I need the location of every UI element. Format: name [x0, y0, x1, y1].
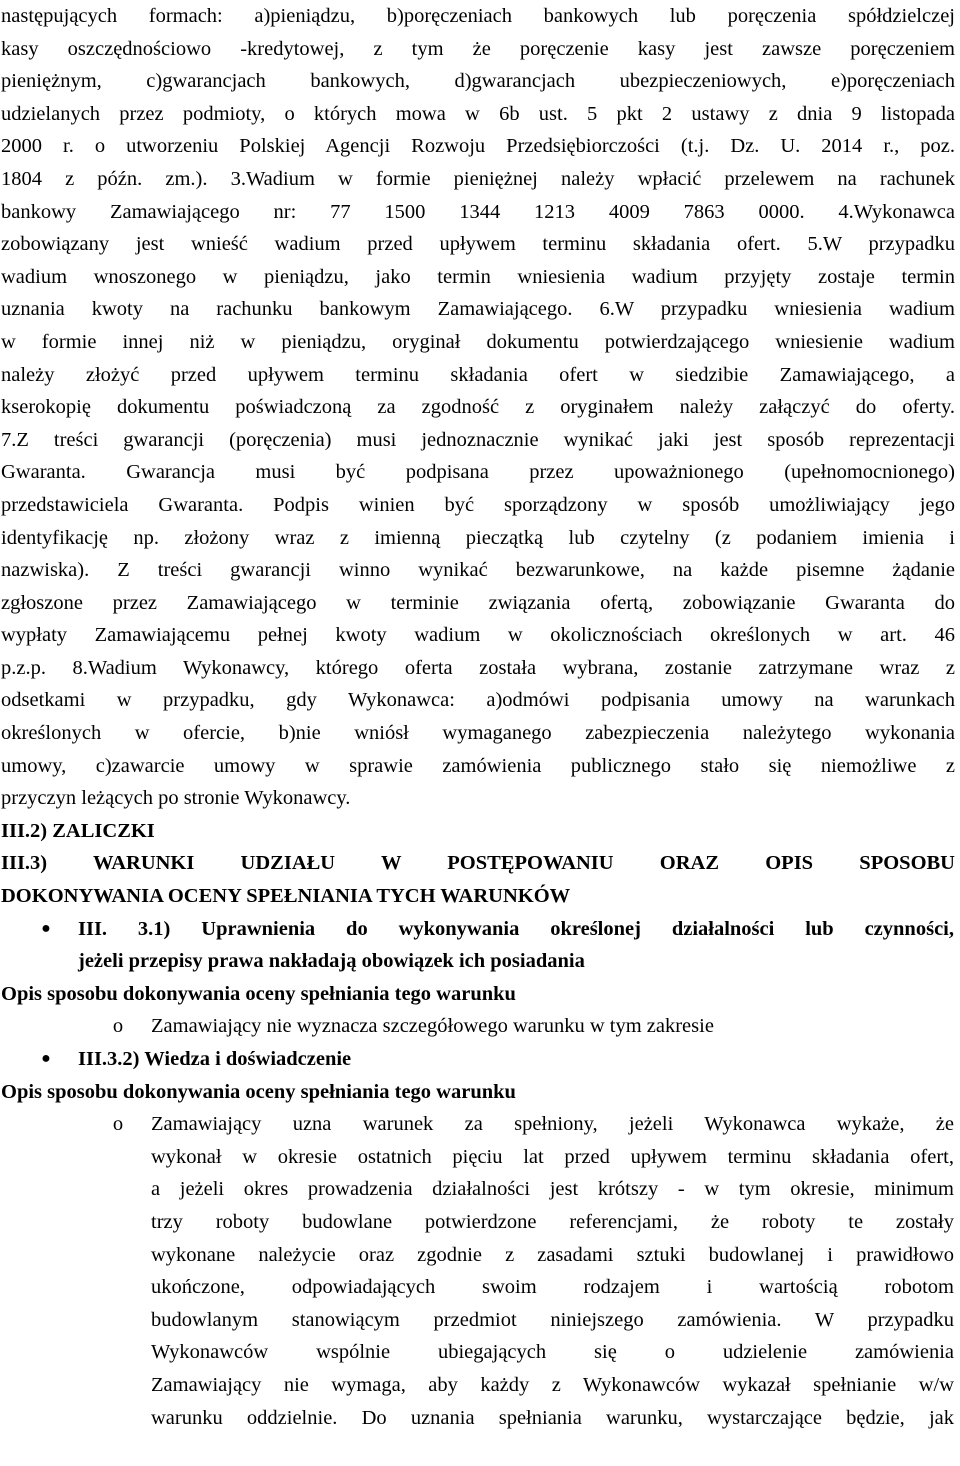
sub-list-item-cont: trzy roboty budowlane potwierdzone referencjami, że roboty te zostały	[151, 1210, 954, 1233]
body-line: kserokopię dokumentu poświadczoną za zgodność z oryginałem należy załączyć do oferty.	[1, 396, 955, 419]
body-line: zgłoszone przez Zamawiającego w terminie związania ofertą, zobowiązanie Gwaranta do	[1, 591, 955, 614]
body-line: Gwaranta. Gwarancja musi być podpisana przez upoważnionego (upełnomocnionego)	[1, 461, 955, 484]
sub-list-item-cont: budowlanym stanowiącym przedmiot niniejszego zamówienia. W przypadku	[151, 1308, 954, 1331]
list-item-label-cont: jeżeli przepisy prawa nakładają obowiązek ich posiadania	[78, 950, 585, 973]
sub-list-item-cont: ukończone, odpowiadających swoim rodzajem i wartością robotom	[151, 1276, 954, 1299]
body-line: wadium wnoszonego w pieniądzu, jako termin wniesienia wadium przyjęty zostaje termin	[1, 265, 955, 288]
body-line: 7.Z treści gwarancji (poręczenia) musi jednoznacznie wynikać jaki jest sposób reprezentacji	[1, 428, 955, 451]
sub-list-item-cont: wykonane należycie oraz zgodnie z zasadami sztuki budowlanej i prawidłowo	[151, 1243, 954, 1266]
list-item-iii-3-2	[0, 1043, 960, 1076]
body-line: kasy oszczędnościowo -kredytowej, z tym że poręczenie kasy jest zawsze poręczeniem	[1, 37, 955, 60]
sub-bullet-icon: o	[112, 1113, 124, 1136]
body-line: p.z.p. 8.Wadium Wykonawcy, którego oferta została wybrana, zostanie zatrzymane wraz z	[1, 656, 955, 679]
list-item-iii-3-1	[0, 913, 960, 946]
section-heading-warunki-cont: DOKONYWANIA OCENY SPEŁNIANIA TYCH WARUNKÓW	[1, 885, 571, 908]
body-line: określonych w ofercie, b)nie wniósł wymaganego zabezpieczenia należytego wykonania	[1, 722, 955, 745]
body-line: przedstawiciela Gwaranta. Podpis winien być sporządzony w sposób umożliwiający jego	[1, 493, 955, 516]
sub-list-item-cont: warunku oddzielnie. Do uznania spełniania warunku, wystarczające będzie, jak	[151, 1406, 954, 1429]
list-item-label: III. 3.1) Uprawnienia do wykonywania określonej działalności lub czynności,	[78, 917, 954, 940]
section-heading-zaliczki: III.2) ZALICZKI	[1, 819, 155, 842]
body-line: odsetkami w przypadku, gdy Wykonawca: a)odmówi podpisania umowy na warunkach	[1, 689, 955, 712]
body-line: 1804 z późn. zm.). 3.Wadium w formie pieniężnej należy wpłacić przelewem na rachunek	[1, 167, 955, 190]
body-line: udzielanych przez podmioty, o których mowa w 6b ust. 5 pkt 2 ustawy z dnia 9 listopada	[1, 102, 955, 125]
sub-list-item-cont: a jeżeli okres prowadzenia działalności jest krótszy - w tym okresie, minimum	[151, 1178, 954, 1201]
bullet-icon: ●	[41, 1050, 51, 1067]
body-line: 2000 r. o utworzeniu Polskiej Agencji Rozwoju Przedsiębiorczości (t.j. Dz. U. 2014 r., poz.	[1, 135, 955, 158]
body-line: należy złożyć przed upływem terminu składania ofert w siedzibie Zamawiającego, a	[1, 363, 955, 386]
opis-heading: Opis sposobu dokonywania oceny spełniania tego warunku	[1, 982, 516, 1005]
body-line: pieniężnym, c)gwarancjach bankowych, d)gwarancjach ubezpieczeniowych, e)poręczeniach	[1, 70, 955, 93]
body-line: identyfikację np. złożony wraz z imienną pieczątką lub czytelny (z podaniem imienia i	[1, 526, 955, 549]
sub-list-item-cont: Wykonawców wspólnie ubiegających się o udzielenie zamówienia	[151, 1341, 954, 1364]
list-item-label: III.3.2) Wiedza i doświadczenie	[78, 1048, 352, 1070]
body-line: zobowiązany jest wnieść wadium przed upływem terminu składania ofert. 5.W przypadku	[1, 233, 955, 256]
sub-list-item-cont: Zamawiający nie wymaga, aby każdy z Wykonawców wykazał spełnianie w/w	[151, 1373, 954, 1396]
bullet-icon: ●	[41, 919, 51, 937]
body-line: umowy, c)zawarcie umowy w sprawie zamówienia publicznego stało się niemożliwe z	[1, 754, 955, 777]
body-line: uznania kwoty na rachunku bankowym Zamawiającego. 6.W przypadku wniesienia wadium	[1, 298, 955, 321]
body-line: następujących formach: a)pieniądzu, b)poręczeniach bankowych lub poręczenia spółdzielczej	[1, 5, 955, 27]
body-line: wypłaty Zamawiającemu pełnej kwoty wadium w okolicznościach określonych w art. 46	[1, 624, 955, 647]
sub-bullet-icon: o	[112, 1015, 124, 1038]
body-line: w formie innej niż w pieniądzu, oryginał dokumentu potwierdzającego wniesienie wadium	[1, 330, 955, 353]
sub-list-item-label: Zamawiający nie wyznacza szczegółowego warunku w tym zakresie	[151, 1015, 714, 1038]
sub-list-item	[0, 1108, 960, 1141]
sub-list-item	[0, 1010, 960, 1043]
body-line: nazwiska). Z treści gwarancji winno wynikać bezwarunkowe, na każde pisemne żądanie	[1, 559, 955, 582]
body-line: bankowy Zamawiającego nr: 77 1500 1344 1213 4009 7863 0000. 4.Wykonawca	[1, 200, 955, 223]
section-heading-warunki: III.3) WARUNKI UDZIAŁU W POSTĘPOWANIU ORAZ OPIS SPOSOBU	[1, 852, 955, 875]
sub-list-item-label: Zamawiający uzna warunek za spełniony, jeżeli Wykonawca wykaże, że	[151, 1113, 954, 1136]
body-line: przyczyn leżących po stronie Wykonawcy.	[1, 787, 351, 810]
opis-heading: Opis sposobu dokonywania oceny spełniania tego warunku	[1, 1080, 516, 1103]
sub-list-item-cont: wykonał w okresie ostatnich pięciu lat przed upływem terminu składania ofert,	[151, 1145, 954, 1168]
